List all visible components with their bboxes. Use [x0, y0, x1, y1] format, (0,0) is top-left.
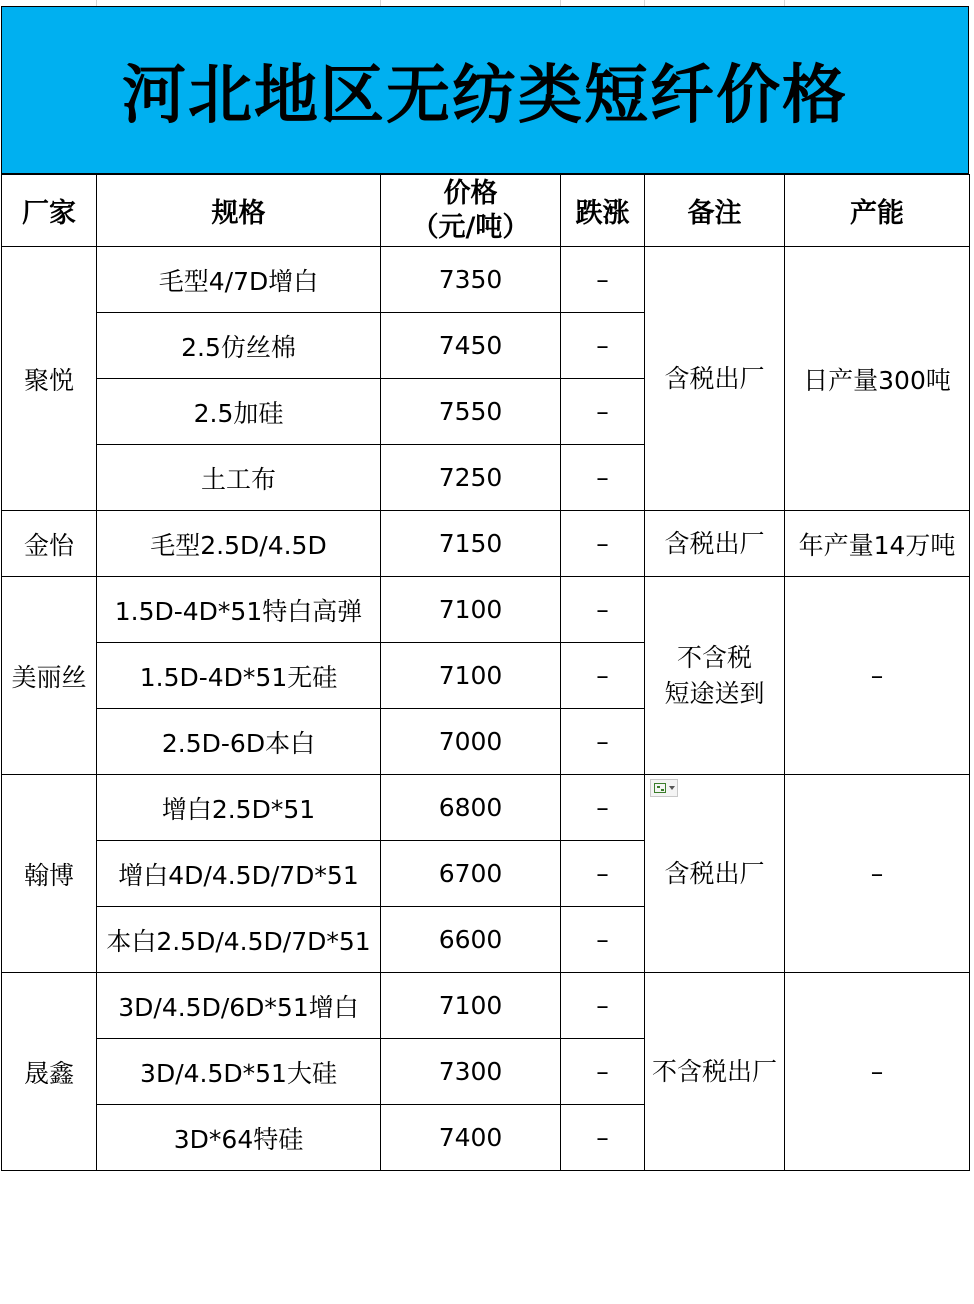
note-cell[interactable] [645, 775, 785, 973]
price-cell[interactable]: 7000 [381, 709, 561, 775]
factory-cell[interactable]: 晟鑫 [2, 973, 97, 1171]
change-cell[interactable]: – [561, 709, 645, 775]
spec-cell[interactable]: 2.5D-6D本白 [97, 709, 381, 775]
header-spec[interactable]: 规格 [97, 175, 381, 247]
price-cell[interactable]: 7100 [381, 973, 561, 1039]
change-cell[interactable]: – [561, 841, 645, 907]
page-title: 河北地区无纺类短纤价格 [122, 58, 848, 133]
capacity-cell[interactable]: – [785, 973, 970, 1171]
factory-cell[interactable]: 翰博 [2, 775, 97, 973]
price-cell[interactable]: 7350 [381, 247, 561, 313]
price-table [1, 174, 970, 1171]
price-cell[interactable]: 6800 [381, 775, 561, 841]
header-price[interactable] [381, 175, 561, 247]
change-cell[interactable]: – [561, 511, 645, 577]
capacity-cell[interactable]: – [785, 577, 970, 775]
header-change[interactable]: 跌涨 [561, 175, 645, 247]
change-cell[interactable]: – [561, 313, 645, 379]
note-text: 含税出厂 [664, 528, 765, 558]
spec-cell[interactable]: 增白2.5D*51 [97, 775, 381, 841]
price-cell[interactable]: 6600 [381, 907, 561, 973]
header-factory[interactable]: 厂家 [2, 175, 97, 247]
spec-cell[interactable]: 1.5D-4D*51特白高弹 [97, 577, 381, 643]
price-cell[interactable]: 7100 [381, 643, 561, 709]
change-cell[interactable]: – [561, 907, 645, 973]
change-cell[interactable]: – [561, 1105, 645, 1171]
spec-cell[interactable]: 3D/4.5D*51大硅 [97, 1039, 381, 1105]
note-text: 短途送到 [664, 678, 765, 708]
note-cell[interactable] [645, 973, 785, 1171]
change-cell[interactable]: – [561, 643, 645, 709]
price-cell[interactable]: 7300 [381, 1039, 561, 1105]
header-note[interactable]: 备注 [645, 175, 785, 247]
change-cell[interactable]: – [561, 577, 645, 643]
paste-options-icon[interactable] [650, 779, 678, 797]
spec-cell[interactable]: 本白2.5D/4.5D/7D*51 [97, 907, 381, 973]
header-row [2, 175, 970, 247]
change-cell[interactable]: – [561, 445, 645, 511]
factory-cell[interactable]: 聚悦 [2, 247, 97, 511]
spec-cell[interactable]: 毛型4/7D增白 [97, 247, 381, 313]
change-cell[interactable]: – [561, 379, 645, 445]
spec-cell[interactable]: 3D*64特硅 [97, 1105, 381, 1171]
note-text: 含税出厂 [664, 363, 765, 393]
change-cell[interactable]: – [561, 247, 645, 313]
price-cell[interactable]: 7150 [381, 511, 561, 577]
header-price-unit: （元/吨） [411, 211, 530, 243]
price-cell[interactable]: 7250 [381, 445, 561, 511]
note-cell[interactable] [645, 511, 785, 577]
note-text: 不含税出厂 [651, 1056, 777, 1086]
header-capacity[interactable]: 产能 [785, 175, 970, 247]
price-cell[interactable]: 7450 [381, 313, 561, 379]
clipboard-icon [654, 783, 666, 793]
note-cell[interactable] [645, 247, 785, 511]
spec-cell[interactable]: 2.5仿丝棉 [97, 313, 381, 379]
table-row [2, 973, 970, 1039]
spec-cell[interactable]: 土工布 [97, 445, 381, 511]
spec-cell[interactable]: 1.5D-4D*51无硅 [97, 643, 381, 709]
spec-cell[interactable]: 3D/4.5D/6D*51增白 [97, 973, 381, 1039]
header-price-label: 价格 [443, 177, 498, 209]
factory-cell[interactable]: 美丽丝 [2, 577, 97, 775]
spec-cell[interactable]: 增白4D/4.5D/7D*51 [97, 841, 381, 907]
price-cell[interactable]: 7400 [381, 1105, 561, 1171]
note-cell[interactable] [645, 577, 785, 775]
capacity-cell[interactable]: 年产量14万吨 [785, 511, 970, 577]
table-row [2, 511, 970, 577]
capacity-cell[interactable]: 日产量300吨 [785, 247, 970, 511]
change-cell[interactable]: – [561, 1039, 645, 1105]
price-cell[interactable]: 7100 [381, 577, 561, 643]
factory-cell[interactable]: 金怡 [2, 511, 97, 577]
price-cell[interactable]: 7550 [381, 379, 561, 445]
table-row [2, 247, 970, 313]
change-cell[interactable]: – [561, 775, 645, 841]
price-cell[interactable]: 6700 [381, 841, 561, 907]
capacity-cell[interactable]: – [785, 775, 970, 973]
table-row [2, 577, 970, 643]
title-cell[interactable] [1, 6, 969, 174]
spec-cell[interactable]: 毛型2.5D/4.5D [97, 511, 381, 577]
note-text: 不含税 [676, 642, 752, 672]
spec-cell[interactable]: 2.5加硅 [97, 379, 381, 445]
table-row [2, 775, 970, 841]
change-cell[interactable]: – [561, 973, 645, 1039]
note-text: 含税出厂 [664, 858, 765, 888]
chevron-down-icon [669, 786, 675, 790]
